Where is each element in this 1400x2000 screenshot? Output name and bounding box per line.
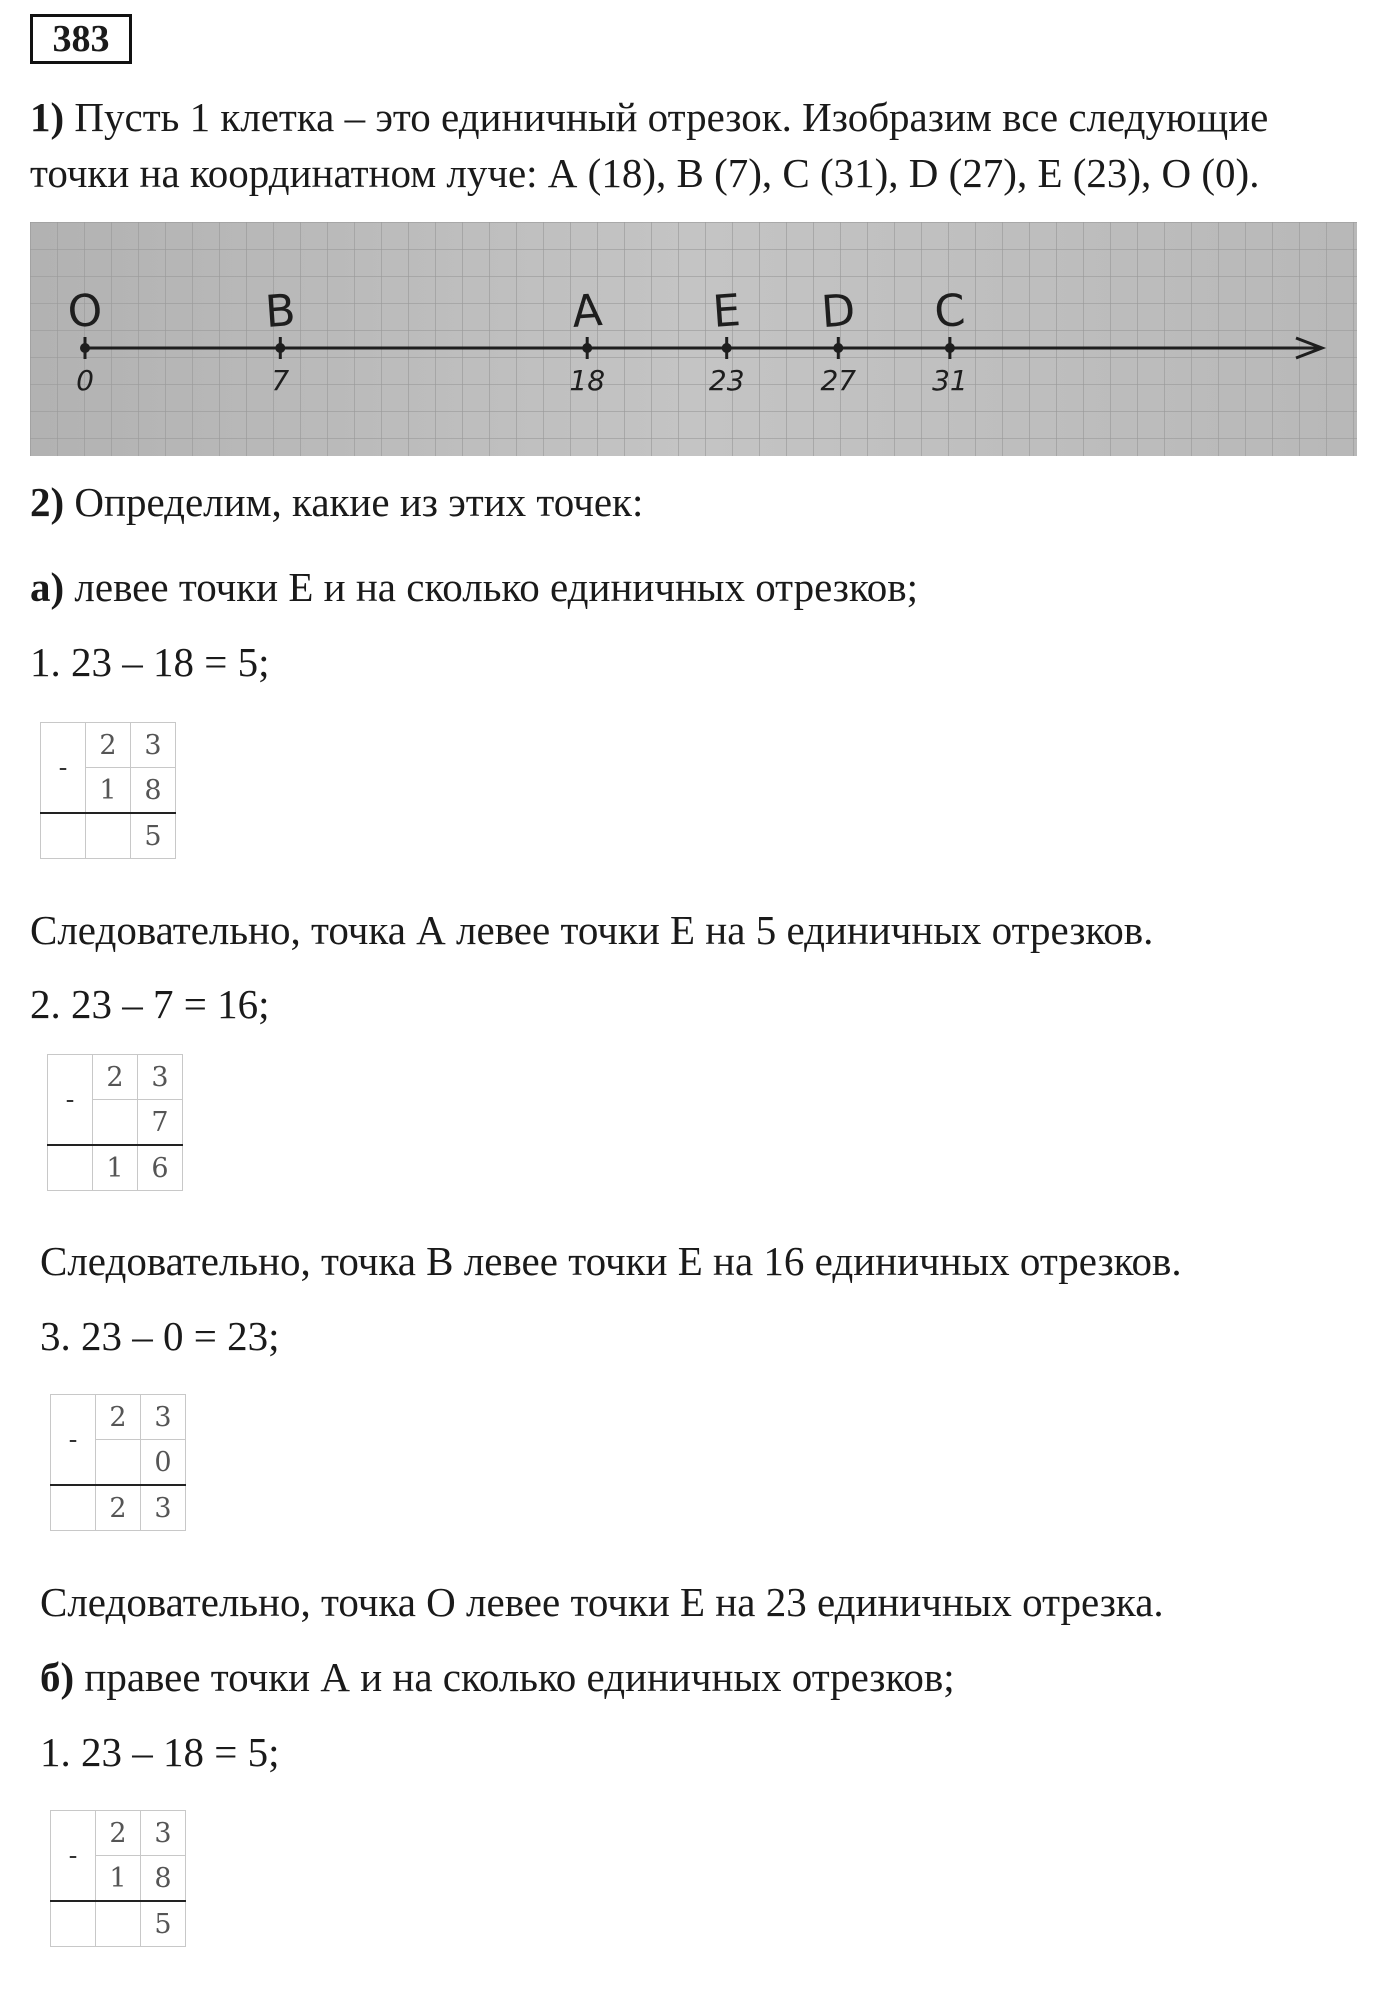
digit-cell: 7: [138, 1100, 183, 1146]
task-number-box: 383: [30, 14, 132, 64]
digit-cell: 3: [131, 723, 176, 768]
digit-cell: 2: [96, 1485, 141, 1531]
conclusion-a1: Следовательно, точка А левее точки Е на 5 единичных отрезков.: [30, 907, 1154, 953]
digit-cell: 3: [141, 1485, 186, 1531]
digit-cell: 2: [96, 1395, 141, 1440]
point-letter-d: D: [819, 284, 857, 339]
point-dot-c: [945, 343, 955, 353]
subtraction-grid-b1: [50, 1810, 186, 1947]
empty-cell: [51, 1485, 96, 1531]
part2-text: Определим, какие из этих точек:: [64, 479, 644, 525]
point-value-e: 23: [708, 364, 745, 397]
part-a-label: а): [30, 564, 65, 610]
point-dot-b: [275, 343, 285, 353]
digit-cell: 8: [131, 768, 176, 814]
empty-cell: [48, 1145, 93, 1191]
digit-cell: 2: [96, 1811, 141, 1856]
point-value-o: 0: [76, 364, 94, 397]
digit-cell: 3: [141, 1395, 186, 1440]
minus-sign: -: [48, 1055, 93, 1146]
digit-cell: [86, 813, 131, 859]
point-dot-a: [582, 343, 592, 353]
equation-a3: 3. 23 – 0 = 23;: [40, 1313, 280, 1359]
digit-cell: 3: [138, 1055, 183, 1100]
point-letter-e: E: [711, 285, 743, 338]
part1-number: 1): [30, 94, 65, 140]
digit-cell: 2: [86, 723, 131, 768]
digit-cell: 1: [96, 1856, 141, 1902]
digit-cell: 8: [141, 1856, 186, 1902]
part1-line2: точки на координатном луче: А (18), В (7), С (31), D (27), Е (23), О (0).: [30, 150, 1260, 196]
part-b-label: б): [40, 1654, 75, 1700]
digit-cell: 2: [93, 1055, 138, 1100]
point-value-a: 18: [569, 364, 606, 397]
digit-cell: [96, 1901, 141, 1947]
part2-number: 2): [30, 479, 65, 525]
point-dot-d: [833, 343, 843, 353]
part2-line: [30, 477, 643, 527]
digit-cell: 1: [93, 1145, 138, 1191]
digit-cell: [96, 1440, 141, 1486]
number-line-photo: [30, 222, 1357, 456]
digit-cell: [93, 1100, 138, 1146]
minus-sign: -: [51, 1395, 96, 1486]
digit-cell: 0: [141, 1440, 186, 1486]
digit-cell: 3: [141, 1811, 186, 1856]
point-letter-a: A: [570, 285, 604, 338]
part-b-text: правее точки А и на сколько единичных отрезков;: [74, 1654, 955, 1700]
part-b-line: [40, 1652, 955, 1702]
part-a-line: [30, 562, 918, 612]
subtraction-grid-a3: [50, 1394, 186, 1531]
empty-cell: [51, 1901, 96, 1947]
conclusion-a3: Следовательно, точка О левее точки Е на 23 единичных отрезка.: [40, 1579, 1164, 1625]
digit-cell: 1: [86, 768, 131, 814]
digit-cell: 5: [141, 1901, 186, 1947]
part1-text1: Пусть 1 клетка – это единичный отрезок. Изобразим все следующие: [64, 94, 1269, 140]
digit-cell: 5: [131, 813, 176, 859]
subtraction-grid-a2: [47, 1054, 183, 1191]
point-letter-b: B: [263, 285, 298, 338]
equation-a2: 2. 23 – 7 = 16;: [30, 981, 270, 1027]
part-a-text: левее точки Е и на сколько единичных отрезков;: [64, 564, 919, 610]
point-letter-o: O: [65, 284, 105, 339]
point-value-b: 7: [271, 364, 290, 397]
point-value-c: 31: [932, 364, 968, 397]
point-letter-c: C: [932, 284, 967, 339]
empty-cell: [41, 813, 86, 859]
equation-b1: 1. 23 – 18 = 5;: [40, 1729, 280, 1775]
minus-sign: -: [51, 1811, 96, 1902]
minus-sign: -: [41, 723, 86, 814]
digit-cell: 6: [138, 1145, 183, 1191]
equation-a1: 1. 23 – 18 = 5;: [30, 639, 270, 685]
point-dot-e: [722, 343, 732, 353]
conclusion-a2: Следовательно, точка В левее точки Е на 16 единичных отрезков.: [40, 1238, 1182, 1284]
part1-line1: [30, 92, 1268, 142]
point-dot-o: [80, 343, 90, 353]
point-value-d: 27: [820, 364, 857, 397]
subtraction-grid-a1: [40, 722, 176, 859]
